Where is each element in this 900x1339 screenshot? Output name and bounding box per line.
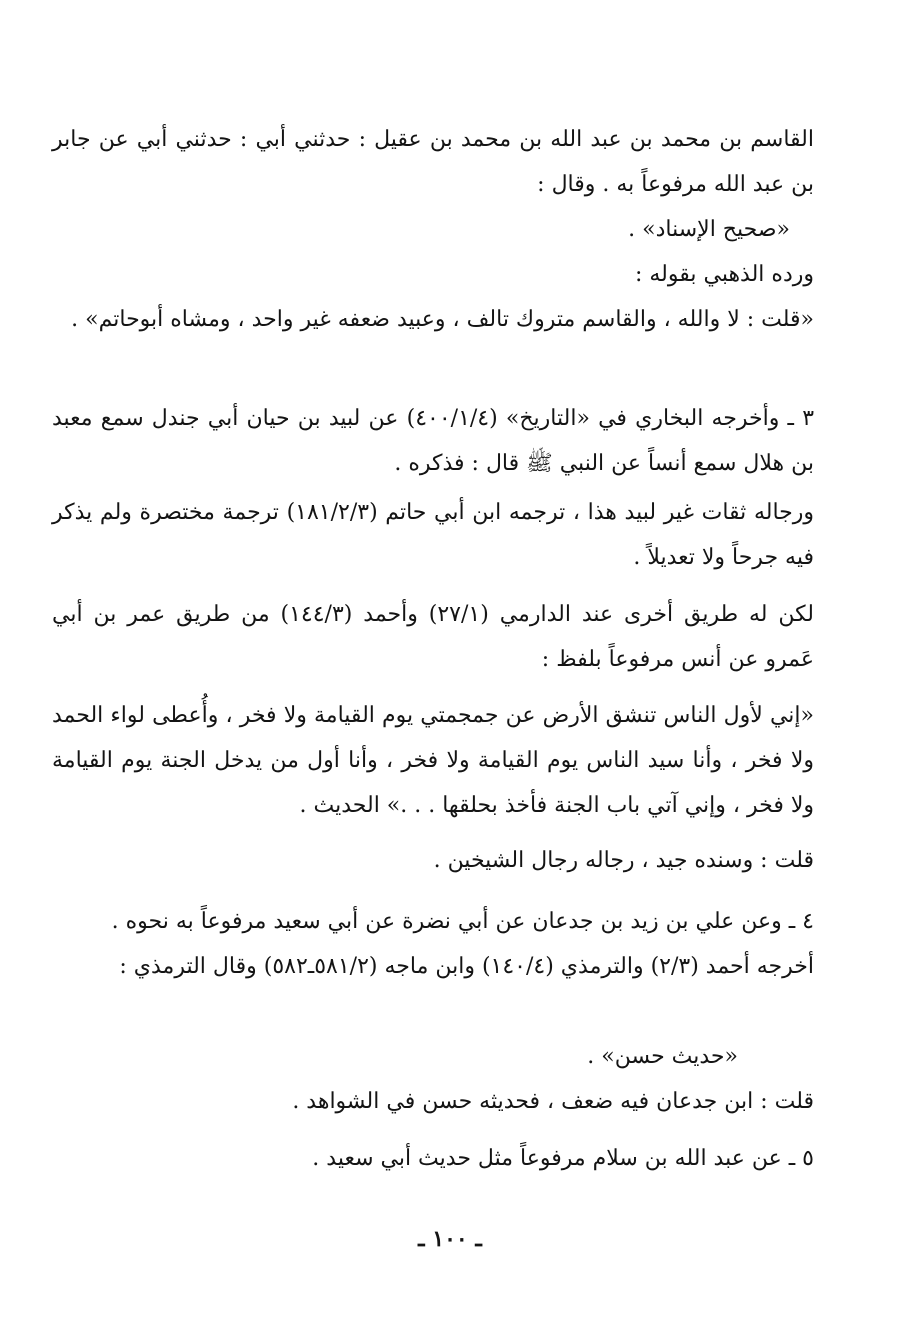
paragraph-takhrij-ahmad: أخرجه أحمد (٢/٣) والترمذي (١٤٠/٤) وابن ماجه (٥٨١/٢ـ٥٨٢) وقال الترمذي : bbox=[119, 954, 814, 979]
paragraph-sanad-jayyid: قلت : وسنده جيد ، رجاله رجال الشيخين . bbox=[433, 848, 814, 873]
paragraph-dhahabi-reply: ورده الذهبي بقوله : bbox=[634, 262, 814, 287]
page-number: ـ ١٠٠ ـ bbox=[418, 1226, 482, 1252]
paragraph-hadith-5: ٥ ـ عن عبد الله بن سلام مرفوعاً مثل حديث أبي سعيد . bbox=[312, 1146, 814, 1171]
paragraph-sahih-isnad: «صحيح الإسناد» . bbox=[628, 217, 790, 242]
paragraph-rijal-thiqat: ورجاله ثقات غير لبيد هذا ، ترجمه ابن أبي حاتم (١٨١/٢/٣) ترجمة مختصرة ولم يذكر فيه جرحاً ولا تعديلاً . bbox=[52, 500, 814, 570]
paragraph-isnad-qasim: القاسم بن محمد بن عبد الله بن محمد بن عقيل : حدثني أبي : حدثني أبي عن جابر بن عبد الله مرفوعاً به . وقال : bbox=[52, 127, 814, 197]
paragraph-hadith-hasan: «حديث حسن» . bbox=[587, 1044, 738, 1069]
paragraph-hadith-4: ٤ ـ وعن علي بن زيد بن جدعان عن أبي نضرة عن أبي سعيد مرفوعاً به نحوه . bbox=[111, 909, 814, 934]
paragraph-dhahabi-quote: «قلت : لا والله ، والقاسم متروك تالف ، وعبيد ضعفه غير واحد ، ومشاه أبوحاتم» . bbox=[71, 307, 814, 332]
paragraph-hadith-text: «إني لأول الناس تنشق الأرض عن جمجمتي يوم القيامة ولا فخر ، وأُعطى لواء الحمد ولا فخر ، وأنا سيد الناس يوم القيامة ولا فخر ، وأنا أول من يدخل الجنة يوم القيامة ولا فخر ، وإني آتي باب الجنة فأخذ بحلقها . . .» الحديث . bbox=[52, 703, 814, 818]
paragraph-ibn-judan: قلت : ابن جدعان فيه ضعف ، فحديثه حسن في الشواهد . bbox=[292, 1089, 814, 1114]
paragraph-darimi-route: لكن له طريق أخرى عند الدارمي (٢٧/١) وأحمد (١٤٤/٣) من طريق عمر بن أبي عَمرو عن أنس مرفوعاً بلفظ : bbox=[52, 602, 814, 672]
paragraph-hadith-3-bukhari: ٣ ـ وأخرجه البخاري في «التاريخ» (٤٠٠/١/٤) عن لبيد بن حيان أبي جندل سمع معبد بن هلال سمع أنساً عن النبي ﷺ قال : فذكره . bbox=[52, 406, 815, 476]
